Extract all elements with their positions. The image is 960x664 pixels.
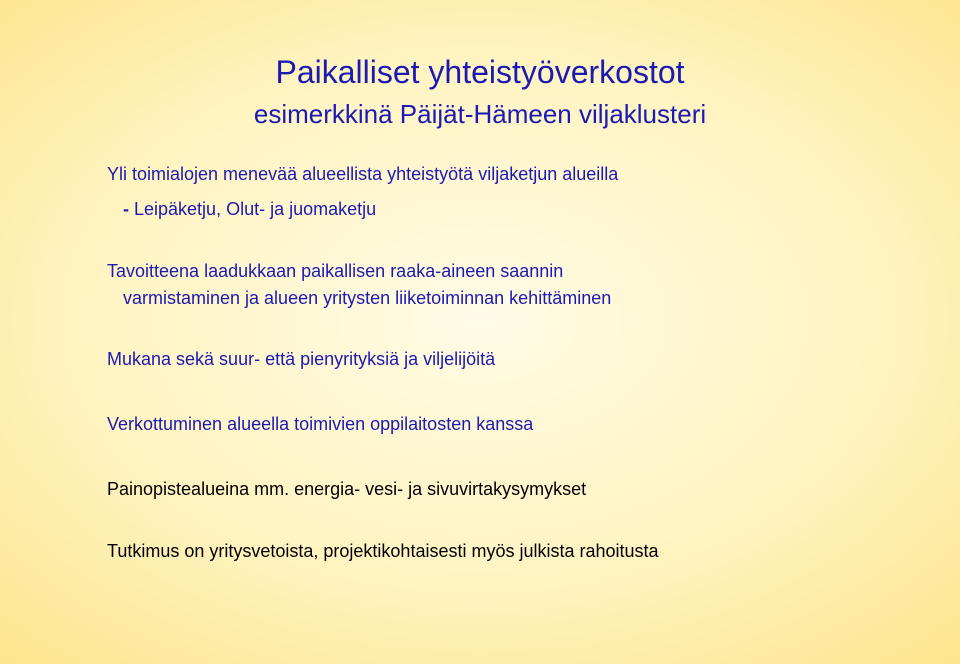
slide-title: Paikalliset yhteistyöverkostot [275, 54, 685, 90]
sub-item-dash: - [123, 199, 129, 219]
slide-subtitle: esimerkkinä Päijät-Hämeen viljaklusteri [253, 99, 707, 129]
sub-item-text: Leipäketju, Olut- ja juomaketju [129, 199, 377, 219]
networking-text: Verkottuminen alueella toimivien oppilaitosten kanssa [107, 414, 534, 434]
focus-text: Painopistealueina mm. energia- vesi- ja sivuvirtakysymykset [107, 479, 587, 499]
intro-text: Yli toimialojen menevää alueellista yhteistyötä viljaketjun alueilla [107, 164, 619, 184]
research-text: Tutkimus on yritysvetoista, projektikohtaisesti myös julkista rahoitusta [107, 541, 659, 561]
participants-text: Mukana sekä suur- että pienyrityksiä ja viljelijöitä [107, 349, 496, 369]
sub-item [123, 198, 376, 220]
goal-line-1: Tavoitteena laadukkaan paikallisen raaka-aineen saannin [107, 261, 564, 281]
goal-line-2: varmistaminen ja alueen yritysten liiketoiminnan kehittäminen [123, 288, 612, 308]
